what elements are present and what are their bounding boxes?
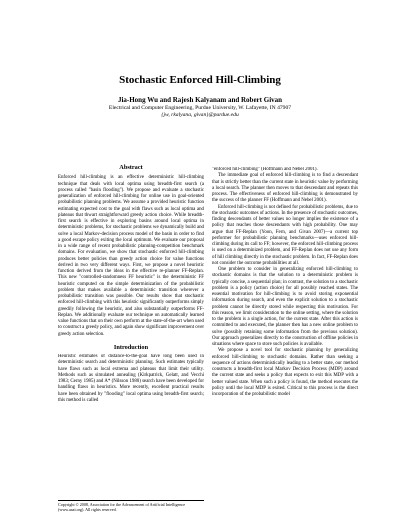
abstract-heading: Abstract	[119, 164, 143, 171]
affiliation-text: Electrical and Computer Engineering, Purdue University, W. Lafayette, IN 47907	[108, 105, 292, 111]
paper-affiliation	[0, 105, 400, 119]
introduction-paragraph: Heuristic estimates of distance-to-the-goal have long been used in deterministic search and deterministic planning. Such estimates typically have flaws such as local extrema and plateaus that limit their utility. Methods such as simulated annealing (Kirkpatrick, Gelatt, and Vecchi 1983; Cerny 1985) and A* (Nilsson 1980) search have been developed for handling flaws in heuristics. More recently, excellent practical results have been obtained by "flooding" local optima using breadth-first search; this method is called	[58, 354, 204, 403]
right-column	[212, 167, 358, 503]
abstract-text: Enforced hill-climbing is an effective deterministic hill-climbing technique that deals with local optima using breadth-first search (a process called "basin flooding"). We propose and evaluate a stochastic generalization of enforced hill-climbing for online use in goal-oriented probabilistic planning problems. We assume a provided heuristic function estimating expected cost to the goal with flaws such as local optima and plateaus that thwart straightforward greedy action choice. While breadth-first search is effective in exploring basins around local optima in deterministic problems, for stochastic problems we dynamically build and solve a local Markov-decision process model of the basin in order to find a good escape policy exiting the local optimum. We evaluate our proposal in a wide range of recent probabilistic planning-competition benchmark domains. For evaluation, we show that stochastic enforced hill-climbing produces better policies than greedy action choice for value functions derived in two very different ways. First, we propose a novel heuristic function derived from the ideas in the effective re-planner FF-Replan. This new "controlled-randomness FF heuristic" is the deterministic FF heuristic computed on the simple determinization of the probabilistic problem that makes available a deterministic transition wherever a probabilistic transition was possible. Our results show that stochastic enforced hill-climbing with this heuristic significantly outperforms simply greedily following the heuristic, and also substantially outperforms FF-Replan. We additionally evaluate our technique on automatically learned value functions that on their own perform at the state-of-the-art when used to construct a greedy policy, and again show significant improvement over greedy action selection.	[58, 175, 204, 337]
right-paragraph-2: The immediate goal of enforced hill-climbing is to find a descendant that is strictly better than the current state in heuristic value by performing a local search. The planner then moves to that descendant and repeats this process. The effectiveness of enforced hill-climbing is demonstrated by the success of the planner FF (Hoffmann and Nebel 2001).	[212, 173, 358, 204]
left-column	[58, 165, 204, 481]
introduction-body	[58, 354, 204, 481]
paper-authors: Jia-Hong Wu and Rajesh Kalyanam and Robert Givan	[117, 96, 283, 104]
right-paragraph-4: One problem to consider in generalizing enforced hill-climbing to stochastic domains is that the solution to a deterministic problem is typically concise, a sequential plan; in contrast, the solution to a stochastic problem is a policy (action choice) for all possibly reached states. The essential motivation for hill-climbing is to avoid storing exponential information during search, and even the explicit solution to a stochastic problem cannot be directly stored while respecting this motivation. For this reason, we limit consideration to the online setting, where the solution to the problem is a single action, for the current state. After this action is committed to and executed, the planner then has a new online problem to solve (possibly retaining some information from the previous solution). Our approach generalizes directly to the construction of offline policies in situations where space to store such policies is available.	[212, 267, 358, 347]
abstract-body	[58, 175, 204, 338]
right-paragraph-5: We propose a novel tool for stochastic planning by generalizing enforced hill-climbing to stochastic domains. Rather than seeking a sequence of actions deterministically leading to a better state, our method constructs a breadth-first local Markov Decision Process (MDP) around the current state and seeks a policy that expects to exit this MDP with a better valued state. When such a policy is found, the method executes the policy until the local MDP is exited. Critical to this process is the direct incorporation of the probabilistic model	[212, 348, 358, 397]
introduction-heading: Introduction	[113, 343, 149, 351]
copyright-footnote: Copyright © 2008, Association for the Advancement of Artificial Intelligence (www.aaai.org). All rights reserved.	[58, 500, 204, 512]
right-paragraph-3: Enforced hill-climbing is not defined for probabilistic problems, due to the stochastic outcomes of actions. In the presence of stochastic outcomes, finding descendants of better values no longer implies the existence of a policy that reaches those descendants with high probability. One may argue that FF-Replan (Yoon, Fern, and Givan 2007)—a current top performer for probabilistic planning benchmarks—uses enforced hill-climbing during its call to FF; however, the enforced hill-climbing process is used on a determinized problem, and FF-Replan does not use any form of hill climbing directly in the stochastic problem. In fact, FF-Replan does not consider the outcome probabilities at all.	[212, 204, 358, 266]
paper-title: Stochastic Enforced Hill-Climbing	[119, 74, 281, 86]
author-emails: {jw, rkalyana, givan}@purdue.edu	[161, 112, 239, 118]
right-paragraph-1: "enforced hill-climbing" (Hoffmann and Nebel 2001).	[212, 167, 318, 172]
